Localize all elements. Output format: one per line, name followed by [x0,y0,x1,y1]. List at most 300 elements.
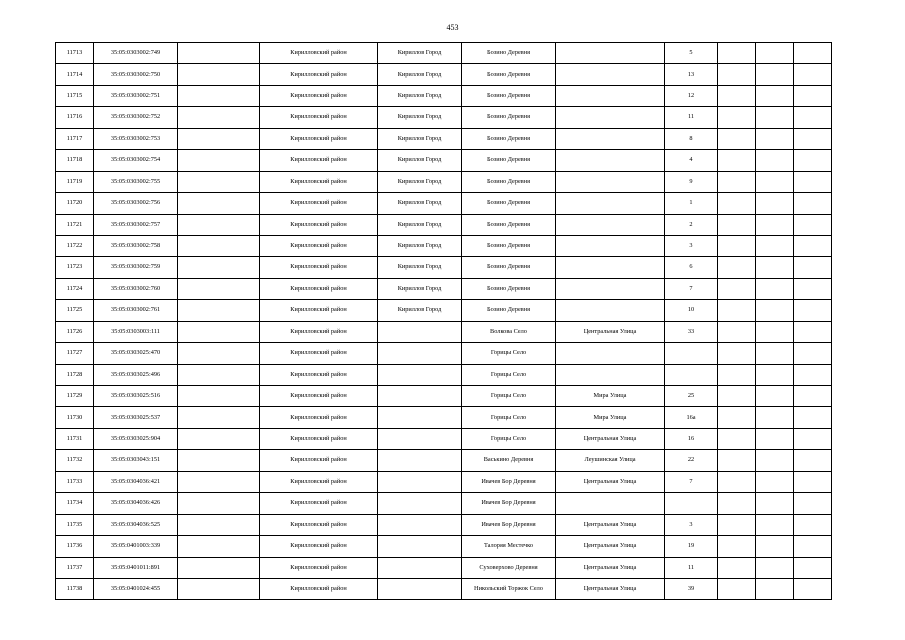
city-cell: Кириллов Город [378,171,462,192]
blank-cell [756,171,794,192]
row-number-cell: 11734 [56,493,94,514]
cadastral-number-cell: 35:05:0303002:761 [94,300,178,321]
settlement-cell: Горицы Село [462,428,556,449]
street-cell [556,278,665,299]
house-number-cell: 7 [665,278,718,299]
row-number-cell: 11713 [56,43,94,64]
blank-cell [718,364,756,385]
blank-cell [794,364,832,385]
blank-cell [718,493,756,514]
district-cell: Кирилловский район [260,450,378,471]
house-number-cell: 11 [665,557,718,578]
house-number-cell: 16 [665,428,718,449]
blank-cell [718,150,756,171]
table-row [56,578,832,599]
table-row [56,257,832,278]
city-cell: Кириллов Город [378,278,462,299]
blank-cell [794,150,832,171]
house-number-cell: 13 [665,64,718,85]
blank-cell [718,43,756,64]
blank-cell [178,471,260,492]
row-number-cell: 11737 [56,557,94,578]
blank-cell [718,128,756,149]
row-number-cell: 11735 [56,514,94,535]
table-row [56,278,832,299]
cadastral-number-cell: 35:05:0303025:904 [94,428,178,449]
street-cell [556,150,665,171]
district-cell: Кирилловский район [260,407,378,428]
settlement-cell: Ивачев Бор Деревня [462,514,556,535]
settlement-cell: Бозино Деревня [462,85,556,106]
blank-cell [178,107,260,128]
blank-cell [794,557,832,578]
house-number-cell: 1 [665,193,718,214]
blank-cell [718,407,756,428]
street-cell [556,257,665,278]
street-cell [556,43,665,64]
city-cell [378,364,462,385]
blank-cell [794,450,832,471]
blank-cell [794,343,832,364]
blank-cell [794,235,832,256]
table-row [56,300,832,321]
table-row [56,64,832,85]
street-cell: Центральная Улица [556,536,665,557]
city-cell [378,343,462,364]
blank-cell [794,43,832,64]
settlement-cell: Бозино Деревня [462,214,556,235]
blank-cell [794,278,832,299]
blank-cell [178,128,260,149]
blank-cell [794,578,832,599]
district-cell: Кирилловский район [260,235,378,256]
table-row [56,428,832,449]
street-cell: Мира Улица [556,386,665,407]
district-cell: Кирилловский район [260,107,378,128]
blank-cell [178,278,260,299]
house-number-cell [665,493,718,514]
city-cell: Кириллов Город [378,257,462,278]
settlement-cell: Бозино Деревня [462,193,556,214]
blank-cell [718,343,756,364]
blank-cell [718,64,756,85]
cadastral-number-cell: 35:05:0303002:754 [94,150,178,171]
blank-cell [718,471,756,492]
district-cell: Кирилловский район [260,493,378,514]
blank-cell [756,64,794,85]
row-number-cell: 11715 [56,85,94,106]
house-number-cell: 7 [665,471,718,492]
blank-cell [756,450,794,471]
city-cell [378,386,462,407]
blank-cell [794,300,832,321]
street-cell [556,107,665,128]
street-cell [556,493,665,514]
blank-cell [178,557,260,578]
table-row [56,471,832,492]
house-number-cell: 8 [665,128,718,149]
blank-cell [756,514,794,535]
city-cell [378,536,462,557]
table-row [56,171,832,192]
blank-cell [794,407,832,428]
cadastral-number-cell: 35:05:0303002:753 [94,128,178,149]
city-cell [378,450,462,471]
blank-cell [178,364,260,385]
street-cell [556,235,665,256]
settlement-cell: Бозино Деревня [462,128,556,149]
house-number-cell: 3 [665,235,718,256]
blank-cell [178,257,260,278]
cadastral-number-cell: 35:05:0303002:749 [94,43,178,64]
blank-cell [718,428,756,449]
blank-cell [756,235,794,256]
district-cell: Кирилловский район [260,536,378,557]
table-body [56,43,832,600]
city-cell [378,557,462,578]
city-cell [378,321,462,342]
row-number-cell: 11723 [56,257,94,278]
street-cell [556,128,665,149]
cadastral-number-cell: 35:05:0303002:757 [94,214,178,235]
city-cell: Кириллов Город [378,235,462,256]
cadastral-number-cell: 35:05:0303025:470 [94,343,178,364]
street-cell [556,364,665,385]
house-number-cell: 11 [665,107,718,128]
district-cell: Кирилловский район [260,343,378,364]
settlement-cell: Бозино Деревня [462,278,556,299]
street-cell: Леушинская Улица [556,450,665,471]
row-number-cell: 11720 [56,193,94,214]
cadastral-number-cell: 35:05:0303002:760 [94,278,178,299]
blank-cell [718,257,756,278]
cadastral-number-cell: 35:05:0303002:756 [94,193,178,214]
cadastral-number-cell: 35:05:0304036:525 [94,514,178,535]
blank-cell [756,43,794,64]
blank-cell [794,214,832,235]
blank-cell [178,193,260,214]
blank-cell [178,450,260,471]
cadastral-number-cell: 35:05:0304036:421 [94,471,178,492]
table-row [56,214,832,235]
blank-cell [178,85,260,106]
blank-cell [178,300,260,321]
city-cell: Кириллов Город [378,128,462,149]
table-row [56,450,832,471]
blank-cell [718,214,756,235]
blank-cell [794,493,832,514]
table-row [56,193,832,214]
row-number-cell: 11728 [56,364,94,385]
house-number-cell: 10 [665,300,718,321]
blank-cell [718,557,756,578]
row-number-cell: 11731 [56,428,94,449]
blank-cell [756,321,794,342]
blank-cell [794,85,832,106]
table-row [56,536,832,557]
street-cell: Центральная Улица [556,578,665,599]
cadastral-number-cell: 35:05:0401011:891 [94,557,178,578]
row-number-cell: 11727 [56,343,94,364]
city-cell [378,471,462,492]
blank-cell [756,386,794,407]
city-cell: Кириллов Город [378,150,462,171]
street-cell: Центральная Улица [556,471,665,492]
blank-cell [756,107,794,128]
blank-cell [178,536,260,557]
blank-cell [756,578,794,599]
cadastral-number-cell: 35:05:0303003:111 [94,321,178,342]
cadastral-number-cell: 35:05:0303002:755 [94,171,178,192]
street-cell [556,64,665,85]
cadastral-number-cell: 35:05:0303002:758 [94,235,178,256]
blank-cell [794,193,832,214]
row-number-cell: 11716 [56,107,94,128]
blank-cell [794,257,832,278]
blank-cell [718,450,756,471]
row-number-cell: 11719 [56,171,94,192]
table-row [56,85,832,106]
blank-cell [718,278,756,299]
street-cell [556,300,665,321]
cadastral-number-cell: 35:05:0401024:455 [94,578,178,599]
district-cell: Кирилловский район [260,321,378,342]
blank-cell [756,85,794,106]
city-cell: Кириллов Город [378,300,462,321]
cadastral-number-cell: 35:05:0303043:151 [94,450,178,471]
house-number-cell: 5 [665,43,718,64]
house-number-cell [665,343,718,364]
blank-cell [178,64,260,85]
street-cell: Центральная Улица [556,321,665,342]
row-number-cell: 11725 [56,300,94,321]
table-row [56,128,832,149]
blank-cell [718,300,756,321]
city-cell: Кириллов Город [378,85,462,106]
blank-cell [756,536,794,557]
row-number-cell: 11736 [56,536,94,557]
blank-cell [794,428,832,449]
cadastral-number-cell: 35:05:0303025:496 [94,364,178,385]
blank-cell [794,321,832,342]
blank-cell [718,85,756,106]
settlement-cell: Бозино Деревня [462,235,556,256]
street-cell [556,343,665,364]
blank-cell [178,321,260,342]
district-cell: Кирилловский район [260,557,378,578]
table-row [56,150,832,171]
house-number-cell: 2 [665,214,718,235]
city-cell: Кириллов Город [378,43,462,64]
cadastral-number-cell: 35:05:0303002:750 [94,64,178,85]
house-number-cell: 39 [665,578,718,599]
cadastral-number-cell: 35:05:0303002:759 [94,257,178,278]
house-number-cell [665,364,718,385]
blank-cell [756,257,794,278]
registry-table [55,42,832,600]
settlement-cell: Горицы Село [462,343,556,364]
district-cell: Кирилловский район [260,257,378,278]
row-number-cell: 11721 [56,214,94,235]
blank-cell [794,107,832,128]
district-cell: Кирилловский район [260,64,378,85]
house-number-cell: 25 [665,386,718,407]
row-number-cell: 11730 [56,407,94,428]
blank-cell [756,193,794,214]
street-cell: Центральная Улица [556,557,665,578]
blank-cell [178,428,260,449]
house-number-cell: 33 [665,321,718,342]
blank-cell [794,128,832,149]
blank-cell [794,514,832,535]
street-cell [556,214,665,235]
blank-cell [756,471,794,492]
district-cell: Кирилловский район [260,43,378,64]
city-cell [378,514,462,535]
blank-cell [756,364,794,385]
city-cell [378,578,462,599]
blank-cell [178,343,260,364]
blank-cell [178,150,260,171]
table-row [56,235,832,256]
settlement-cell: Никольский Торжок Село [462,578,556,599]
district-cell: Кирилловский район [260,364,378,385]
settlement-cell: Бозино Деревня [462,257,556,278]
row-number-cell: 11724 [56,278,94,299]
settlement-cell: Горицы Село [462,364,556,385]
cadastral-number-cell: 35:05:0304036:426 [94,493,178,514]
settlement-cell: Суховерхово Деревня [462,557,556,578]
settlement-cell: Бозино Деревня [462,171,556,192]
district-cell: Кирилловский район [260,514,378,535]
house-number-cell: 4 [665,150,718,171]
city-cell [378,428,462,449]
blank-cell [178,214,260,235]
district-cell: Кирилловский район [260,128,378,149]
cadastral-number-cell: 35:05:0401003:339 [94,536,178,557]
blank-cell [756,128,794,149]
table-row [56,43,832,64]
blank-cell [178,386,260,407]
table-row [56,493,832,514]
house-number-cell: 3 [665,514,718,535]
blank-cell [718,235,756,256]
blank-cell [756,493,794,514]
table-row [56,321,832,342]
blank-cell [718,386,756,407]
district-cell: Кирилловский район [260,150,378,171]
cadastral-number-cell: 35:05:0303025:516 [94,386,178,407]
street-cell [556,193,665,214]
district-cell: Кирилловский район [260,171,378,192]
blank-cell [178,407,260,428]
settlement-cell: Горицы Село [462,386,556,407]
settlement-cell: Бозино Деревня [462,43,556,64]
district-cell: Кирилловский район [260,214,378,235]
district-cell: Кирилловский район [260,300,378,321]
city-cell [378,493,462,514]
street-cell [556,171,665,192]
blank-cell [756,428,794,449]
city-cell: Кириллов Город [378,214,462,235]
cadastral-number-cell: 35:05:0303002:751 [94,85,178,106]
settlement-cell: Горицы Село [462,407,556,428]
house-number-cell: 9 [665,171,718,192]
row-number-cell: 11738 [56,578,94,599]
house-number-cell: 6 [665,257,718,278]
district-cell: Кирилловский район [260,386,378,407]
table-row [56,386,832,407]
house-number-cell: 19 [665,536,718,557]
blank-cell [756,214,794,235]
table-row [56,107,832,128]
city-cell: Кириллов Город [378,107,462,128]
blank-cell [794,64,832,85]
district-cell: Кирилловский район [260,85,378,106]
street-cell: Мира Улица [556,407,665,428]
blank-cell [718,193,756,214]
blank-cell [794,171,832,192]
blank-cell [178,43,260,64]
district-cell: Кирилловский район [260,278,378,299]
row-number-cell: 11726 [56,321,94,342]
blank-cell [718,578,756,599]
table-row [56,557,832,578]
table-row [56,343,832,364]
table-row [56,364,832,385]
blank-cell [718,171,756,192]
house-number-cell: 22 [665,450,718,471]
blank-cell [718,321,756,342]
cadastral-number-cell: 35:05:0303002:752 [94,107,178,128]
blank-cell [718,514,756,535]
settlement-cell: Ивачев Бор Деревня [462,471,556,492]
settlement-cell: Бозино Деревня [462,150,556,171]
city-cell: Кириллов Город [378,193,462,214]
settlement-cell: Бозино Деревня [462,300,556,321]
row-number-cell: 11714 [56,64,94,85]
blank-cell [756,278,794,299]
row-number-cell: 11733 [56,471,94,492]
row-number-cell: 11729 [56,386,94,407]
blank-cell [178,171,260,192]
blank-cell [756,557,794,578]
blank-cell [794,536,832,557]
blank-cell [178,514,260,535]
page-number: 453 [446,23,459,32]
district-cell: Кирилловский район [260,193,378,214]
street-cell: Центральная Улица [556,514,665,535]
table-row [56,514,832,535]
blank-cell [794,471,832,492]
city-cell: Кириллов Город [378,64,462,85]
settlement-cell: Волкова Село [462,321,556,342]
row-number-cell: 11722 [56,235,94,256]
blank-cell [756,300,794,321]
street-cell [556,85,665,106]
house-number-cell: 12 [665,85,718,106]
row-number-cell: 11718 [56,150,94,171]
blank-cell [178,578,260,599]
house-number-cell: 16а [665,407,718,428]
district-cell: Кирилловский район [260,428,378,449]
blank-cell [718,107,756,128]
table-row [56,407,832,428]
blank-cell [794,386,832,407]
street-cell: Центральная Улица [556,428,665,449]
blank-cell [178,493,260,514]
blank-cell [756,343,794,364]
